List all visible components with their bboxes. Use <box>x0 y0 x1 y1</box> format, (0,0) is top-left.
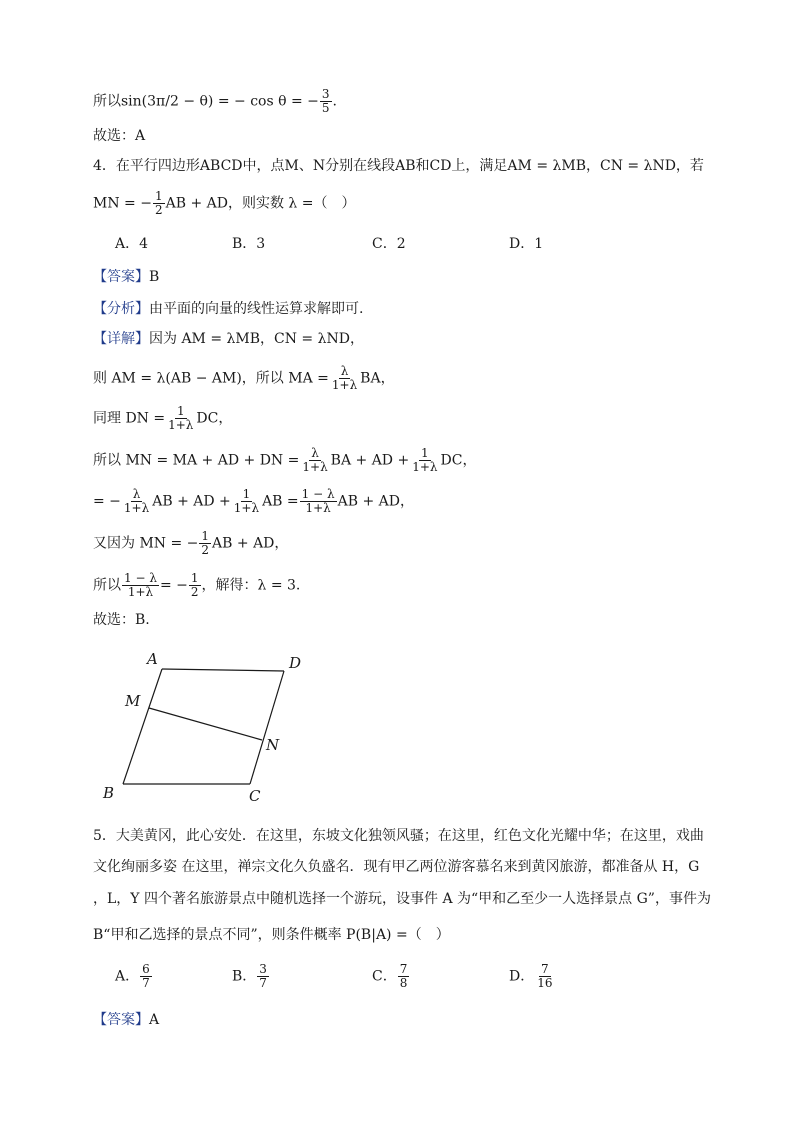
q4-d4-pre: 所以 MN = MA + AD + DN = <box>93 452 300 469</box>
q5-choice-a <box>115 963 153 990</box>
q4-detail-tag: 【详解】 <box>93 331 149 347</box>
q4-detail-line3 <box>93 405 232 432</box>
prev-choose: 故选：A <box>93 128 146 144</box>
q4-stem2-fraction <box>153 190 165 217</box>
prev-formula-body: sin(3π/2 − θ) = − cos θ = − <box>121 93 319 110</box>
q5-choice-d-denominator: 16 <box>537 976 553 990</box>
q5-choice-c-fraction <box>398 963 410 990</box>
q5-choice-b <box>232 963 270 990</box>
q4-choice-a: A．4 <box>115 236 149 252</box>
q4-d4-mid: BA + AD + <box>330 452 410 469</box>
q5-answer-line <box>93 1010 159 1030</box>
q4-d7-post: ，解得：λ = 3. <box>201 577 301 594</box>
q5-choice-d <box>509 963 556 990</box>
q4-choice-d: D．1 <box>509 236 544 252</box>
q4-detail-line1 <box>93 329 364 349</box>
q4-analysis-text: 由平面的向量的线性运算求解即可. <box>149 301 364 317</box>
q4-detail-line6 <box>93 530 288 557</box>
q5-choice-a-label: A． <box>115 968 140 985</box>
q4-d4-numerator-1: λ <box>311 446 319 460</box>
q4-detail-line4 <box>93 447 476 474</box>
q4-d7-pre: 所以 <box>93 577 121 594</box>
q5-answer-tag: 【答案】 <box>93 1012 149 1028</box>
q5-choice-c-numerator: 7 <box>399 962 408 976</box>
q4-d2-denominator: 1+λ <box>331 378 358 392</box>
q4-d5-denominator-3: 1+λ <box>305 501 331 515</box>
q4-d5-numerator-2: 1 <box>242 487 251 501</box>
q5-choice-a-numerator: 6 <box>142 962 150 976</box>
q4-d5-fraction-1 <box>122 488 151 515</box>
segment-mn <box>149 708 262 740</box>
q5-choice-c <box>372 963 410 990</box>
q4-choice-b: B．3 <box>232 236 266 252</box>
q5-choice-c-denominator: 8 <box>399 976 408 990</box>
q4-d5-mid-2: AB = <box>262 493 299 510</box>
q4-d3-fraction <box>166 405 195 432</box>
q4-d6-pre: 又因为 MN = − <box>93 535 199 552</box>
q4-d4-fraction-2 <box>410 447 439 474</box>
label-b: B <box>103 784 115 802</box>
q4-detail-line7 <box>93 572 300 599</box>
q4-d7-numerator-2: 1 <box>190 571 199 585</box>
q4-stem2-post: AB + AD，则实数 λ =（ ） <box>165 195 356 212</box>
q4-d7-denominator-1: 1+λ <box>127 585 154 599</box>
q4-answer-tag: 【答案】 <box>93 269 149 285</box>
q4-d4-denominator-2: 1+λ <box>412 460 438 474</box>
q4-d5-pre: = − <box>93 493 121 510</box>
q5-choice-b-label: B． <box>232 968 257 985</box>
q4-d7-fraction-2 <box>189 572 201 599</box>
label-c: C <box>249 787 261 805</box>
prev-formula-prefix: 所以 <box>93 93 121 110</box>
q4-choice-c: C．2 <box>372 236 406 252</box>
label-d: D <box>289 654 302 672</box>
q4-d5-numerator-3: 1 − λ <box>301 487 335 501</box>
edge-ad <box>162 669 284 671</box>
q4-d3-numerator: 1 <box>176 404 185 418</box>
q5-stem-line4: B“甲和乙选择的景点不同”，则条件概率 P(B|A) =（ ） <box>93 927 450 943</box>
q4-detail-line5 <box>93 488 414 515</box>
label-n: N <box>266 736 280 754</box>
q4-d6-fraction <box>199 530 211 557</box>
q4-d2-post: BA， <box>360 370 395 387</box>
q5-stem-line2: 文化绚丽多姿 在这里，禅宗文化久负盛名．现有甲乙两位游客慕名来到黄冈旅游，都准备从 H，G <box>93 859 700 875</box>
q4-d5-post: AB + AD， <box>337 493 414 510</box>
q4-d4-denominator-1: 1+λ <box>302 460 328 474</box>
prev-period: . <box>332 93 337 110</box>
prev-result-denominator: 5 <box>321 101 330 115</box>
q4-d3-post: DC， <box>196 410 233 427</box>
q4-d6-numerator: 1 <box>201 529 210 543</box>
q4-analysis-tag: 【分析】 <box>93 301 149 317</box>
q4-d4-post: DC， <box>440 452 477 469</box>
q4-stem2-pre: MN = − <box>93 195 152 212</box>
q5-choice-b-numerator: 3 <box>259 962 267 976</box>
q4-stem-line1 <box>93 156 704 176</box>
prev-result-fraction <box>320 88 332 115</box>
q4-d4-fraction-1 <box>300 447 329 474</box>
q4-detail-line2 <box>93 365 395 392</box>
q4-d6-post: AB + AD， <box>212 535 289 552</box>
q5-stem-line1: 5．大美黄冈，此心安处．在这里，东坡文化独领风骚；在这里，红色文化光耀中华；在这里，戏曲 <box>93 828 704 844</box>
q4-answer-line <box>93 267 159 287</box>
q5-stem-line3: ，L，Y 四个著名旅游景点中随机选择一个游玩，设事件 A 为“甲和乙至少一人选择景点 G”，事件为 <box>93 891 711 907</box>
q4-analysis-line <box>93 299 363 319</box>
q4-d2-pre: 则 AM = λ(AB − AM)，所以 MA = <box>93 370 329 387</box>
q4-stem2-numerator: 1 <box>154 189 163 203</box>
q5-choice-c-label: C． <box>372 968 397 985</box>
prev-formula-line <box>93 88 337 115</box>
q4-stem1-condition: AM = λMB，CN = λND，若 <box>507 158 704 174</box>
q5-choice-b-fraction <box>257 963 269 990</box>
q5-choice-a-denominator: 7 <box>142 976 150 990</box>
q5-choice-b-denominator: 7 <box>259 976 267 990</box>
q4-d7-numerator-1: 1 − λ <box>124 571 157 585</box>
q4-d7-mid: = − <box>159 577 188 594</box>
q4-d7-fraction-1 <box>122 572 159 599</box>
q4-d5-denominator-1: 1+λ <box>123 501 150 515</box>
q4-d5-numerator-1: λ <box>132 487 141 501</box>
q4-d5-fraction-3 <box>300 488 337 515</box>
parallelogram-figure <box>95 645 325 815</box>
edge-ba <box>123 669 162 784</box>
q4-d2-numerator: λ <box>340 364 349 378</box>
label-a: A <box>147 650 158 668</box>
q4-stem-line2 <box>93 190 355 217</box>
prev-result-numerator: 3 <box>321 87 330 101</box>
q4-d3-denominator: 1+λ <box>168 418 194 432</box>
q4-d7-denominator-2: 2 <box>190 585 199 599</box>
q4-d5-denominator-2: 1+λ <box>233 501 260 515</box>
q4-stem1: 4．在平行四边形ABCD中，点M、N分别在线段AB和CD上，满足 <box>93 158 508 174</box>
q4-d5-mid-1: AB + AD + <box>152 493 231 510</box>
q5-choice-a-fraction <box>140 963 152 990</box>
q4-choose: 故选：B. <box>93 612 150 628</box>
q4-detail-1: 因为 AM = λMB，CN = λND， <box>149 331 364 347</box>
q4-d2-fraction <box>330 365 359 392</box>
q4-d4-numerator-2: 1 <box>421 446 429 460</box>
q4-d6-denominator: 2 <box>201 543 210 557</box>
q5-choice-d-numerator: 7 <box>541 962 549 976</box>
q5-answer: A <box>149 1012 160 1028</box>
q4-stem2-denominator: 2 <box>154 203 163 217</box>
q4-d5-fraction-2 <box>232 488 261 515</box>
q4-answer: B <box>149 269 160 285</box>
edge-dc <box>250 671 284 784</box>
q4-d3-pre: 同理 DN = <box>93 410 166 427</box>
q5-choice-d-fraction <box>535 963 554 990</box>
label-m: M <box>125 692 141 710</box>
q5-choice-d-label: D． <box>509 968 535 985</box>
